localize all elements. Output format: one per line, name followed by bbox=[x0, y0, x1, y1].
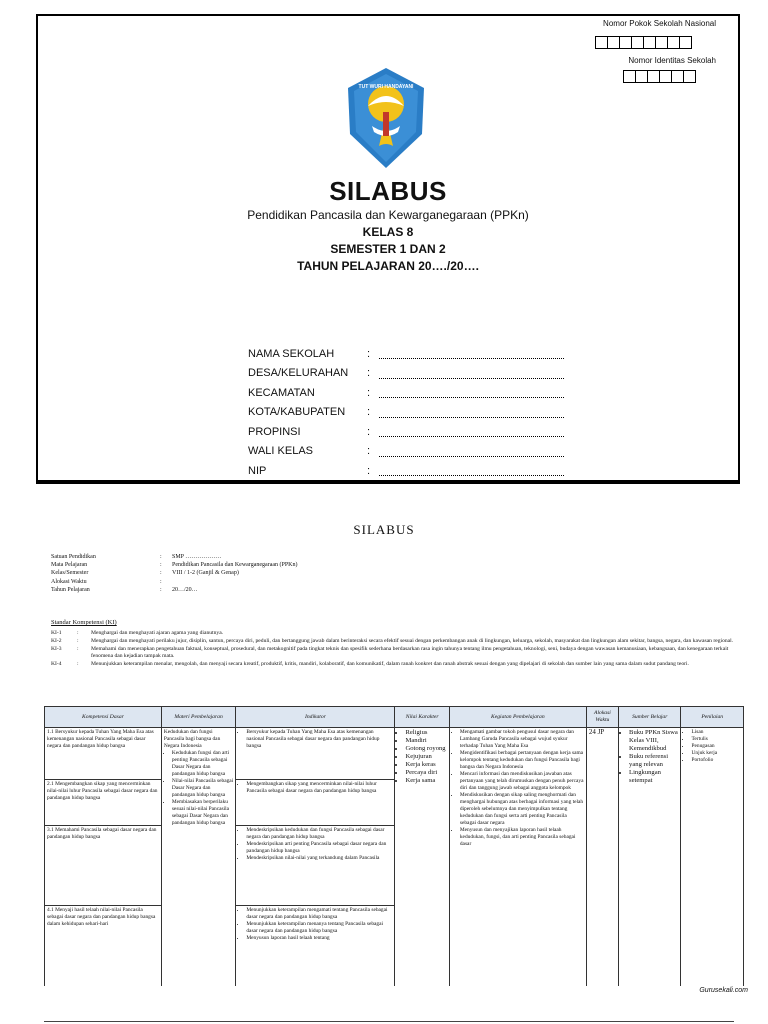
col-kompetensi-dasar: Kompetensi Dasar bbox=[45, 707, 162, 728]
school-name-blank[interactable] bbox=[379, 348, 564, 359]
list-item: • Gotong royong bbox=[405, 745, 446, 753]
watermark-credit: Gurusekali.com bbox=[699, 987, 748, 994]
standar-kompetensi-heading: Standar Kompetensi (KI) bbox=[51, 619, 117, 626]
syllabus-table bbox=[44, 706, 744, 986]
cover-year: TAHUN PELAJARAN 20…./20…. bbox=[297, 259, 479, 273]
field-row: KECAMATAN : bbox=[248, 383, 564, 403]
list-item: • Mendiskusikan dengan sikap saling menghormati dan menghargai hubungan atas berbagai informasi yang telah diperoleh sebelumnya dan menyimpulkan tentang kedudukan dan fungsi serta arti penting Pancasila sebagai dasar negara bbox=[460, 792, 584, 827]
field-row: PROPINSI : bbox=[248, 422, 564, 442]
bottom-divider bbox=[44, 1021, 734, 1022]
kd-cell: 1.1 Bersyukur kepada Tuhan Yang Maha Esa atas kemenangan nasional Pancasila sebagai dasar negara dan pandangan hidup bangsa bbox=[45, 728, 162, 780]
col-kegiatan: Kegiatan Pembelajaran bbox=[449, 707, 586, 728]
list-item: • Nilai-nilai Pancasila sebagai Dasar Negara dan pandangan hidup bangsa bbox=[172, 778, 234, 799]
list-item: • Kejujuran bbox=[405, 753, 446, 761]
list-item: • Unjuk kerja bbox=[691, 750, 741, 757]
list-item: • Buku referensi yang relevan bbox=[629, 753, 678, 769]
materi-cell: Kedudukan dan fungsi Pancasila bagi bangsa dan Negara Indonesia • Kedudukan fungsi dan arti penting Pancasila sebagai Dasar Negara dan pandangan hidup bangsa • Nilai-nilai Pancasila sebagai Dasar Negara dan pandangan hidup bangsa • Membiasakan berperilaku sesuai nilai-nilai Pancasila sebagai Dasar Negara dan pandangan hidup bangsa bbox=[161, 728, 236, 987]
nis-label: Nomor Identitas Sekolah bbox=[628, 56, 716, 65]
list-item: • Mengidentifikasi berbagai pertanyaan dengan kerja sama kelompok tentang kedudukan dan fungsi Pancasila bagi bangsa dan Negara Indonesia bbox=[460, 750, 584, 771]
field-row: KOTA/KABUPATEN : bbox=[248, 403, 564, 423]
cover-semester: SEMESTER 1 DAN 2 bbox=[330, 242, 446, 256]
kd-cell: 3.1 Memahami Pancasila sebagai dasar negara dan pandangan hidup bangsa bbox=[45, 826, 162, 906]
list-item: • Mengamati gambar tokoh pengusul dasar negara dan Lambang Garuda Pancasila sebagai wujud syukur terhadap Tuhan Yang Maha Esa bbox=[460, 729, 584, 750]
indikator-cell: • Menunjukkan keterampilan mengamati tentang Pancasila sebagai dasar negara dan pandangan hidup bangsa • Menunjukkan keterampilan menanya tentang Pancasila sebagai dasar negara dan pandangan hidup bangsa • Menyusun laporan hasil telaah tentang bbox=[236, 906, 395, 987]
nilai-karakter-cell bbox=[395, 728, 449, 987]
kd-cell: 2.1 Mengembangkan sikap yang mencerminkan nilai-nilai luhur Pancasila sebagai dasar negara dan pandangan hidup bangsa bbox=[45, 780, 162, 826]
npsn-label: Nomor Pokok Sekolah Nasional bbox=[603, 19, 716, 28]
cover-class: KELAS 8 bbox=[362, 225, 414, 239]
table-row bbox=[45, 728, 744, 780]
field-row: WALI KELAS : bbox=[248, 442, 564, 462]
list-item: • Penugasan bbox=[691, 743, 741, 750]
field-row: NAMA SEKOLAH : bbox=[248, 344, 564, 364]
list-item: • Religius bbox=[405, 729, 446, 737]
syllabus-table-viewport bbox=[44, 706, 746, 986]
col-materi: Materi Pembelajaran bbox=[161, 707, 236, 728]
cover-subject: Pendidikan Pancasila dan Kewarganegaraan (PPKn) bbox=[247, 208, 529, 222]
indikator-cell: • Mengembangkan sikap yang mencerminkan nilai-nilai luhur Pancasila sebagai dasar negara dan pandangan hidup bangsa bbox=[236, 780, 395, 826]
cover-title: SILABUS bbox=[329, 176, 447, 206]
list-item: • Mencari informasi dan mendiskusikan jawaban atas pertanyaan yang telah dirumuskan dengan penuh percaya diri dan tanggung jawab sebagai anggota kelompok bbox=[460, 771, 584, 792]
indikator-cell: • Mendeskripsikan kedudukan dan fungsi Pancasila sebagai dasar negara dan pandangan hidup bangsa • Mendeskripsikan arti penting Pancasila sebagai dasar negara dan pandangan hidup bangsa • Mendeskripsikan nilai-nilai yang terkandung dalam Pancasila bbox=[236, 826, 395, 906]
logo-text: TUT WURI HANDAYANI bbox=[358, 84, 414, 90]
penilaian-cell bbox=[681, 728, 744, 987]
ki-list bbox=[51, 630, 743, 669]
sumber-cell bbox=[619, 728, 681, 987]
kegiatan-cell bbox=[449, 728, 586, 987]
list-item: • Kerja sama bbox=[405, 777, 446, 785]
ki-item: KI-1 : Menghargai dan menghayati ajaran agama yang dianutnya. bbox=[51, 630, 224, 636]
col-indikator: Indikator bbox=[236, 707, 395, 728]
list-item: • Menyusun dan menyajikan laporan hasil telaah kedudukan, fungsi, dan arti penting Pancasila sebagai dasar bbox=[460, 827, 584, 848]
col-nilai-karakter: Nilai Karakter bbox=[395, 707, 449, 728]
indikator-cell: • Bersyukur kepada Tuhan Yang Maha Esa atas kemenangan nasional Pancasila sebagai dasar negara dan pandangan hidup bangsa bbox=[236, 728, 395, 780]
ki-item: KI-3 : Memahami dan menerapkan pengetahuan faktual, konseptual, prosedural, dan metakognitif pada tingkat teknis dan spesifik sederhana berdasarkan rasa ingin tahunya tentang ilmu pengetahuan, teknologi, seni, budaya dengan wawasan kemanusiaan, kebangsaan, dan kenegaraan terkait fenomena dan kejadian tampak mata. bbox=[51, 645, 729, 659]
list-item: • Lingkungan setempat bbox=[629, 769, 678, 785]
tut-wuri-handayani-logo bbox=[346, 66, 426, 170]
table-header-row bbox=[45, 707, 744, 728]
cover-page bbox=[36, 14, 740, 482]
list-item: • Mandiri bbox=[405, 737, 446, 745]
nis-boxes bbox=[624, 70, 696, 83]
field-row: NIP : bbox=[248, 461, 564, 481]
syllabus-title: SILABUS bbox=[353, 522, 415, 537]
col-alokasi: Alokasi Waktu bbox=[586, 707, 618, 728]
village-blank[interactable] bbox=[379, 368, 564, 379]
list-item: • Tertulis bbox=[691, 736, 741, 743]
list-item: • Kedudukan fungsi dan arti penting Pancasila sebagai Dasar Negara dan pandangan hidup bangsa bbox=[172, 750, 234, 778]
list-item: • Percaya diri bbox=[405, 769, 446, 777]
field-row: DESA/KELURAHAN : bbox=[248, 364, 564, 384]
kd-cell: 4.1 Menyaji hasil telaah nilai-nilai Pancasila sebagai dasar negara dan pandangan hidup bangsa dalam kehidupan sehari-hari bbox=[45, 906, 162, 987]
list-item: • Lisan bbox=[691, 729, 741, 736]
alokasi-cell: 24 JP bbox=[586, 728, 618, 987]
province-blank[interactable] bbox=[379, 426, 564, 437]
nip-blank[interactable] bbox=[379, 465, 564, 476]
list-item: • Kerja keras bbox=[405, 761, 446, 769]
district-blank[interactable] bbox=[379, 387, 564, 398]
school-info-fields bbox=[248, 344, 564, 481]
ki-item: KI-2 : Menghargai dan menghayati perilaku jujur, disiplin, santun, percaya diri, peduli, dan bertanggung jawab dalam berinteraksi secara efektif sesuai dengan perkembangan anak di lingkungan, keluarga, sekolah, masyarakat dan lingkungan alam sekitar, bangsa, negara, dan kawasan regional. bbox=[51, 637, 734, 644]
cover-bottom-border bbox=[36, 480, 740, 484]
col-penilaian: Penilaian bbox=[681, 707, 744, 728]
col-sumber: Sumber Belajar bbox=[619, 707, 681, 728]
list-item: • Portofolio bbox=[691, 757, 741, 764]
homeroom-blank[interactable] bbox=[379, 446, 564, 457]
city-blank[interactable] bbox=[379, 407, 564, 418]
npsn-boxes bbox=[596, 36, 692, 49]
syllabus-meta: Satuan Pendidikan : SMP ……………… Mata Pelajaran : Pendidikan Pancasila dan Kewarganegaraan (PPKn) Kelas/Semester : VIII / 1-2 (Ganjil & Genap) Alokasi Waktu : Tahun Pelajaran : 20…/20… bbox=[51, 554, 298, 593]
list-item: • Membiasakan berperilaku sesuai nilai-nilai Pancasila sebagai Dasar Negara dan pandangan hidup bangsa bbox=[172, 799, 234, 827]
ki-item: KI-4 : Menunjukkan keterampilan menalar, mengolah, dan menyaji secara kreatif, produktif, kritis, mandiri, kolaboratif, dan komunikatif, dalam ranah konkret dan ranah abstrak sesuai dengan yang dipelajari di sekolah dan sumber lain yang sama dalam sudut pandang teori. bbox=[51, 660, 689, 667]
list-item: • Buku PPKn Siswa Kelas VIII, Kemendikbud bbox=[629, 729, 678, 753]
